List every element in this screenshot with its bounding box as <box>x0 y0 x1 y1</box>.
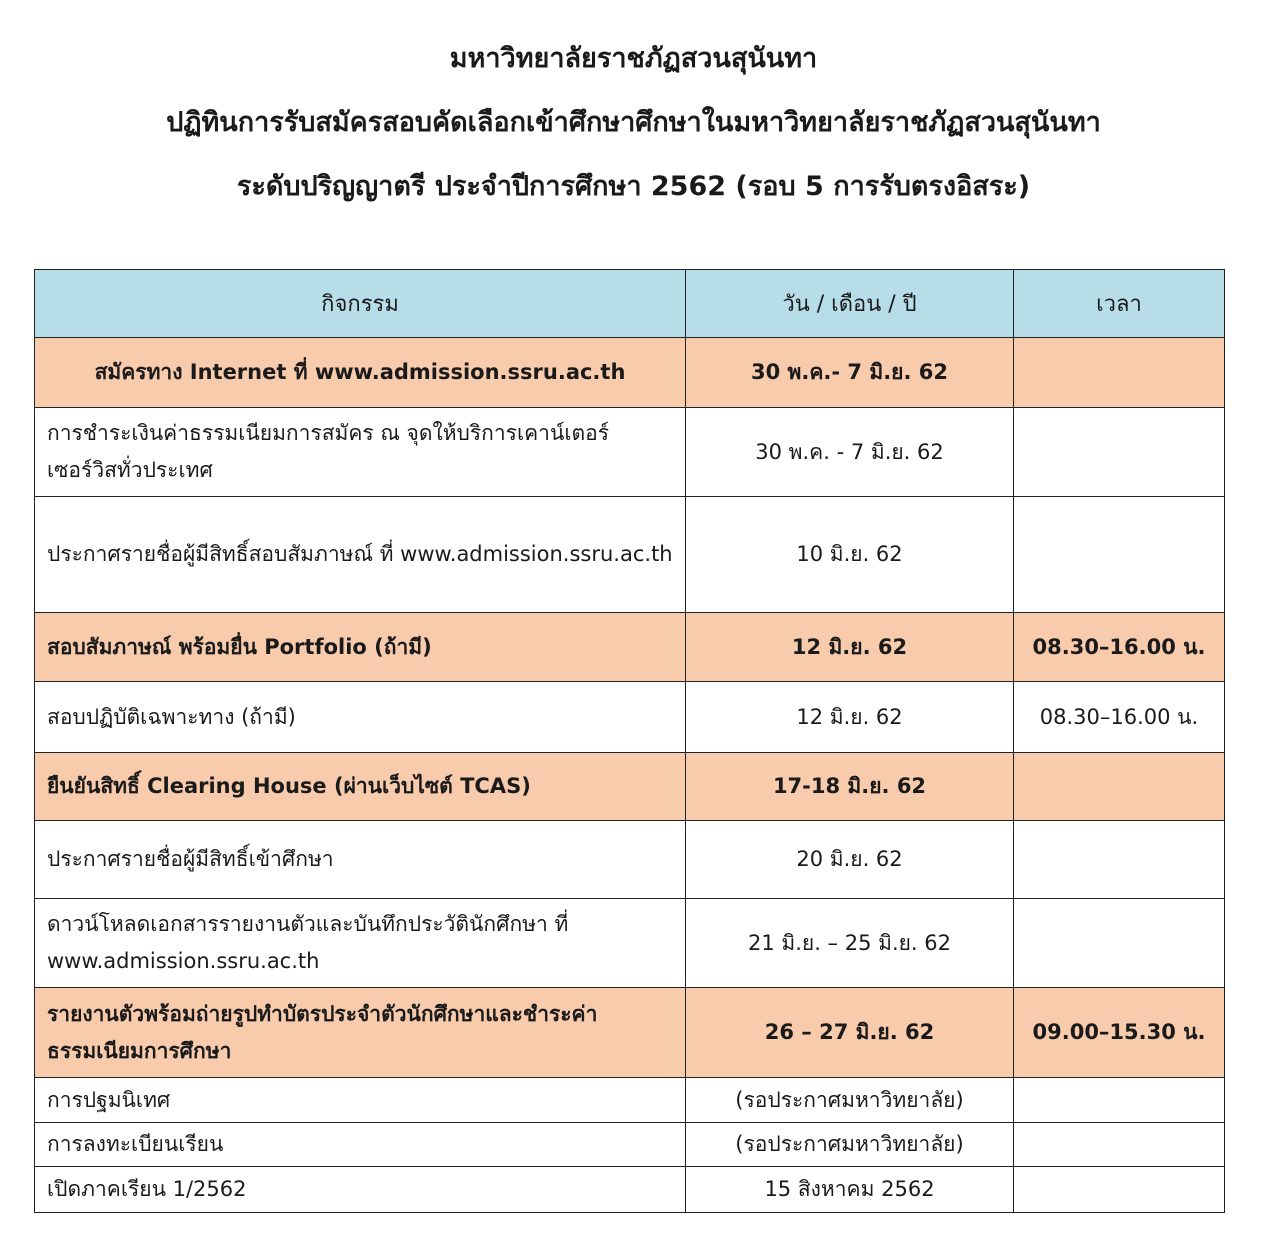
time-cell: 09.00–15.30 น. <box>1014 988 1225 1078</box>
time-cell <box>1014 899 1225 988</box>
activity-cell: ยืนยันสิทธิ์ Clearing House (ผ่านเว็บไซต์ TCAS) <box>35 753 686 821</box>
time-cell <box>1014 1123 1225 1167</box>
time-cell <box>1014 753 1225 821</box>
table-row <box>35 613 1225 682</box>
time-cell <box>1014 1167 1225 1213</box>
table-row <box>35 408 1225 497</box>
table-row <box>35 338 1225 408</box>
table-row <box>35 1123 1225 1167</box>
activity-cell: สอบปฏิบัติเฉพาะทาง (ถ้ามี) <box>35 682 686 753</box>
date-cell: 21 มิ.ย. – 25 มิ.ย. 62 <box>686 899 1014 988</box>
date-cell: 26 – 27 มิ.ย. 62 <box>686 988 1014 1078</box>
date-cell: 10 มิ.ย. 62 <box>686 497 1014 613</box>
activity-cell: การปฐมนิเทศ <box>35 1078 686 1123</box>
university-name: มหาวิทยาลัยราชภัฏสวนสุนันทา <box>449 43 818 74</box>
date-cell: 12 มิ.ย. 62 <box>686 613 1014 682</box>
table-row <box>35 988 1225 1078</box>
table-row <box>35 497 1225 613</box>
activity-cell: ประกาศรายชื่อผู้มีสิทธิ์เข้าศึกษา <box>35 821 686 899</box>
activity-cell: เปิดภาคเรียน 1/2562 <box>35 1167 686 1213</box>
date-cell: 30 พ.ค.- 7 มิ.ย. 62 <box>686 338 1014 408</box>
time-cell <box>1014 1078 1225 1123</box>
activity-cell: รายงานตัวพร้อมถ่ายรูปทำบัตรประจำตัวนักศึกษาและชำระค่าธรรมเนียมการศึกษา <box>35 988 686 1078</box>
time-cell <box>1014 408 1225 497</box>
table-row <box>35 753 1225 821</box>
activity-cell: ดาวน์โหลดเอกสารรายงานตัวและบันทึกประวัตินักศึกษา ที่ www.admission.ssru.ac.th <box>35 899 686 988</box>
table-header-row <box>35 270 1225 338</box>
activity-cell: สมัครทาง Internet ที่ www.admission.ssru.ac.th <box>35 338 686 408</box>
date-cell: 15 สิงหาคม 2562 <box>686 1167 1014 1213</box>
activity-cell: สอบสัมภาษณ์ พร้อมยื่น Portfolio (ถ้ามี) <box>35 613 686 682</box>
date-cell: (รอประกาศมหาวิทยาลัย) <box>686 1123 1014 1167</box>
activity-cell: การลงทะเบียนเรียน <box>35 1123 686 1167</box>
document-subtitle: ระดับปริญญาตรี ประจำปีการศึกษา 2562 (รอบ 5 การรับตรงอิสระ) <box>236 171 1031 202</box>
time-cell <box>1014 497 1225 613</box>
date-cell: 30 พ.ค. - 7 มิ.ย. 62 <box>686 408 1014 497</box>
admission-schedule-table <box>34 269 1225 1213</box>
time-cell <box>1014 821 1225 899</box>
table-row <box>35 1078 1225 1123</box>
table-row <box>35 821 1225 899</box>
date-cell: 17-18 มิ.ย. 62 <box>686 753 1014 821</box>
document-title: ปฏิทินการรับสมัครสอบคัดเลือกเข้าศึกษาศึกษาในมหาวิทยาลัยราชภัฏสวนสุนันทา <box>166 107 1101 138</box>
time-cell <box>1014 338 1225 408</box>
column-header-activity: กิจกรรม <box>35 270 686 338</box>
date-cell: (รอประกาศมหาวิทยาลัย) <box>686 1078 1014 1123</box>
column-header-date: วัน / เดือน / ปี <box>686 270 1014 338</box>
date-cell: 12 มิ.ย. 62 <box>686 682 1014 753</box>
column-header-time: เวลา <box>1014 270 1225 338</box>
date-cell: 20 มิ.ย. 62 <box>686 821 1014 899</box>
table-row <box>35 1167 1225 1213</box>
activity-cell: ประกาศรายชื่อผู้มีสิทธิ์สอบสัมภาษณ์ ที่ www.admission.ssru.ac.th <box>35 497 686 613</box>
table-row <box>35 682 1225 753</box>
table-row <box>35 899 1225 988</box>
activity-cell: การชำระเงินค่าธรรมเนียมการสมัคร ณ จุดให้บริการเคาน์เตอร์เซอร์วิสทั่วประเทศ <box>35 408 686 497</box>
time-cell: 08.30–16.00 น. <box>1014 613 1225 682</box>
time-cell: 08.30–16.00 น. <box>1014 682 1225 753</box>
